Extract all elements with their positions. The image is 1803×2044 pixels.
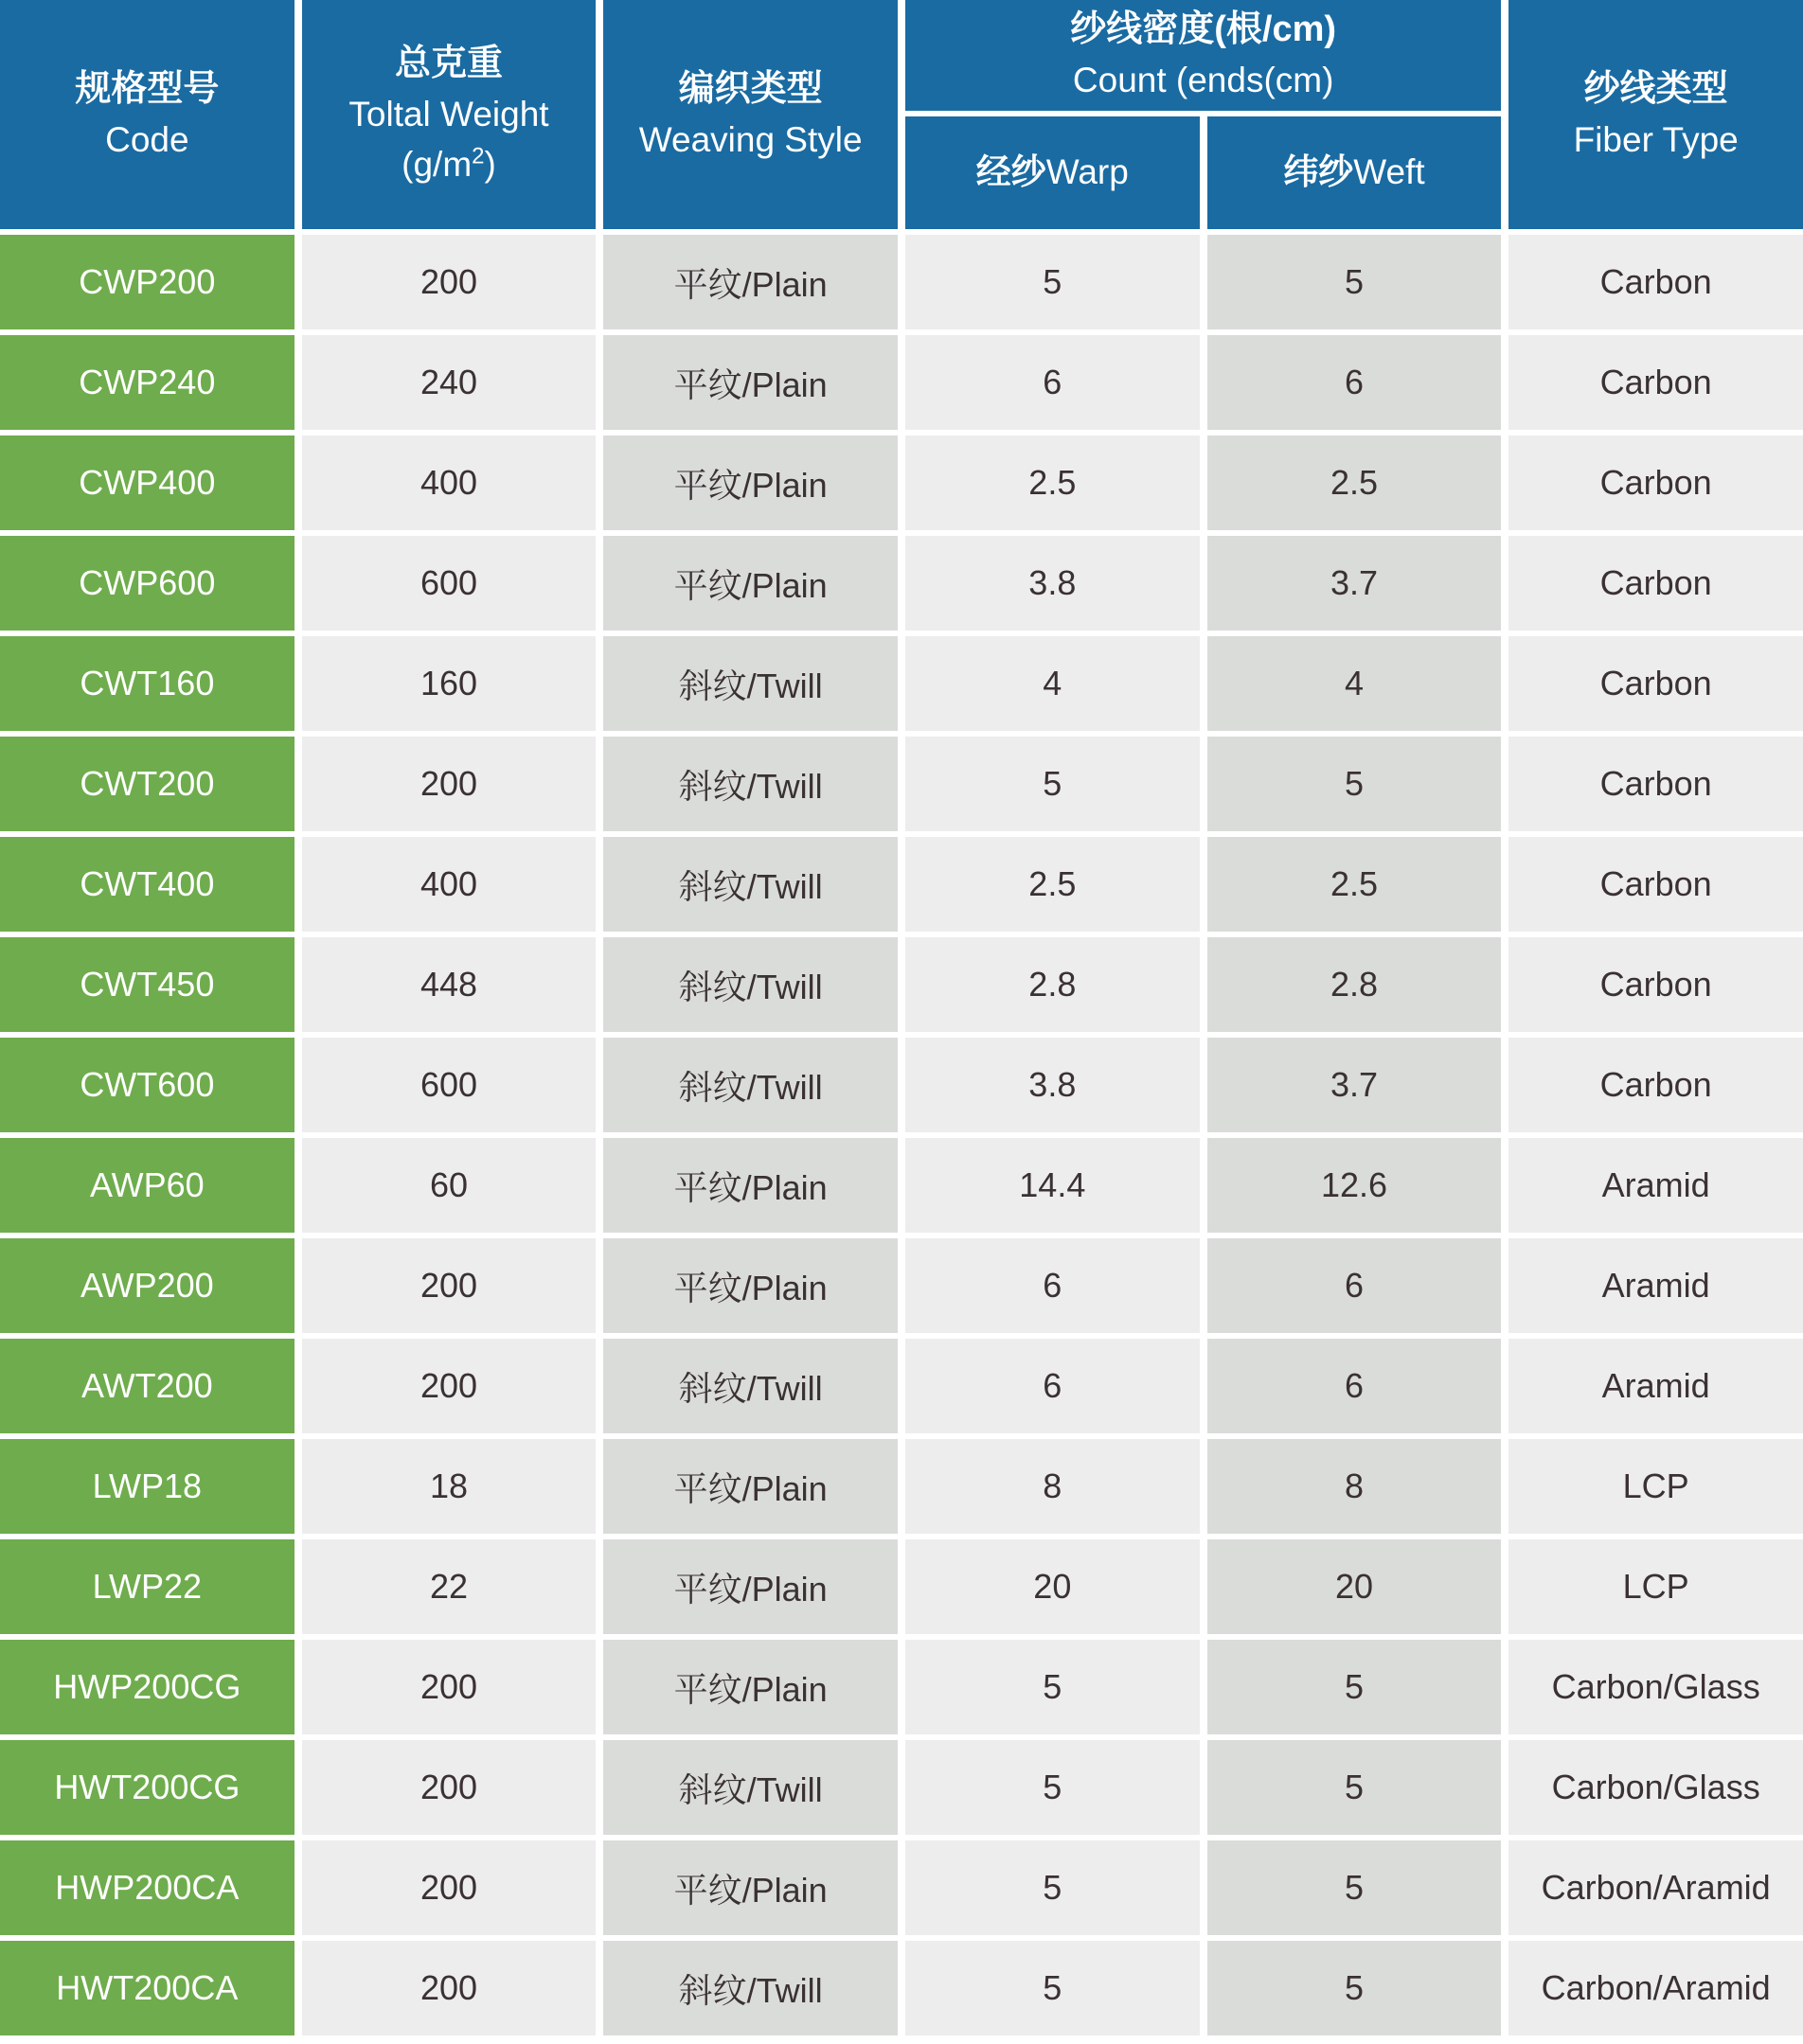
cell-code: LWP18 bbox=[0, 1439, 295, 1534]
cell-weft-count: 2.5 bbox=[1207, 837, 1502, 932]
header-warp bbox=[905, 116, 1200, 229]
cell-code: CWP200 bbox=[0, 235, 295, 329]
cell-weaving-style: 平纹/Plain bbox=[603, 1640, 898, 1734]
cell-total-weight: 200 bbox=[302, 1740, 597, 1835]
cell-weaving-style: 斜纹/Twill bbox=[603, 1038, 898, 1132]
cell-warp-count: 5 bbox=[905, 1840, 1200, 1935]
cell-code: CWP600 bbox=[0, 536, 295, 631]
cell-warp-count: 14.4 bbox=[905, 1138, 1200, 1233]
cell-total-weight: 200 bbox=[302, 737, 597, 831]
header-total-weight-unit: $(g/m^2)$ bbox=[402, 143, 496, 184]
cell-weft-count: 6 bbox=[1207, 1339, 1502, 1433]
cell-fiber-type: Carbon/Aramid bbox=[1508, 1941, 1803, 2035]
header-weft-zh: 纬纱 bbox=[1283, 152, 1354, 192]
cell-total-weight: 200 bbox=[302, 1840, 597, 1935]
cell-warp-count: 20 bbox=[905, 1539, 1200, 1634]
cell-warp-count: 3.8 bbox=[905, 536, 1200, 631]
cell-fiber-type: Carbon/Glass bbox=[1508, 1740, 1803, 1835]
cell-fiber-type: Carbon bbox=[1508, 335, 1803, 430]
header-weaving-style-zh: 编织类型 bbox=[678, 68, 823, 109]
cell-total-weight: 400 bbox=[302, 435, 597, 530]
cell-total-weight: 200 bbox=[302, 1640, 597, 1734]
cell-fiber-type: LCP bbox=[1508, 1539, 1803, 1634]
header-total-weight-en: Toltal Weight bbox=[348, 95, 549, 134]
cell-fiber-type: Aramid bbox=[1508, 1238, 1803, 1333]
cell-fiber-type: Aramid bbox=[1508, 1339, 1803, 1433]
cell-weaving-style: 斜纹/Twill bbox=[603, 636, 898, 731]
cell-total-weight: 600 bbox=[302, 1038, 597, 1132]
header-weaving-style bbox=[603, 0, 898, 229]
cell-warp-count: 3.8 bbox=[905, 1038, 1200, 1132]
cell-weaving-style: 斜纹/Twill bbox=[603, 937, 898, 1032]
header-count-group bbox=[905, 0, 1501, 111]
cell-fiber-type: Carbon/Glass bbox=[1508, 1640, 1803, 1734]
cell-fiber-type: Carbon bbox=[1508, 536, 1803, 631]
cell-fiber-type: Carbon bbox=[1508, 235, 1803, 329]
cell-weaving-style: 平纹/Plain bbox=[603, 1840, 898, 1935]
cell-code: HWT200CG bbox=[0, 1740, 295, 1835]
cell-weaving-style: 斜纹/Twill bbox=[603, 1339, 898, 1433]
header-total-weight bbox=[302, 0, 597, 229]
cell-fiber-type: Carbon/Aramid bbox=[1508, 1840, 1803, 1935]
cell-warp-count: 6 bbox=[905, 335, 1200, 430]
cell-warp-count: 2.8 bbox=[905, 937, 1200, 1032]
cell-weaving-style: 斜纹/Twill bbox=[603, 1941, 898, 2035]
cell-warp-count: 2.5 bbox=[905, 837, 1200, 932]
cell-code: HWP200CA bbox=[0, 1840, 295, 1935]
cell-weaving-style: 斜纹/Twill bbox=[603, 1740, 898, 1835]
cell-weaving-style: 斜纹/Twill bbox=[603, 837, 898, 932]
cell-weft-count: 6 bbox=[1207, 335, 1502, 430]
cell-total-weight: 22 bbox=[302, 1539, 597, 1634]
cell-total-weight: 448 bbox=[302, 937, 597, 1032]
cell-fiber-type: Carbon bbox=[1508, 636, 1803, 731]
header-warp-zh: 经纱 bbox=[975, 152, 1046, 192]
cell-weft-count: 5 bbox=[1207, 1640, 1502, 1734]
cell-total-weight: 200 bbox=[302, 235, 597, 329]
cell-weaving-style: 平纹/Plain bbox=[603, 435, 898, 530]
cell-weft-count: 5 bbox=[1207, 737, 1502, 831]
header-total-weight-zh: 总克重 bbox=[394, 44, 503, 84]
cell-total-weight: 200 bbox=[302, 1238, 597, 1333]
cell-total-weight: 200 bbox=[302, 1941, 597, 2035]
header-code-zh: 规格型号 bbox=[75, 68, 220, 109]
cell-weft-count: 5 bbox=[1207, 235, 1502, 329]
cell-code: CWT160 bbox=[0, 636, 295, 731]
header-weft-en: Weft bbox=[1353, 152, 1425, 192]
cell-fiber-type: Carbon bbox=[1508, 837, 1803, 932]
cell-code: AWP60 bbox=[0, 1138, 295, 1233]
cell-warp-count: 2.5 bbox=[905, 435, 1200, 530]
cell-warp-count: 6 bbox=[905, 1339, 1200, 1433]
cell-weaving-style: 平纹/Plain bbox=[603, 235, 898, 329]
cell-weft-count: 3.7 bbox=[1207, 1038, 1502, 1132]
cell-warp-count: 6 bbox=[905, 1238, 1200, 1333]
cell-code: LWP22 bbox=[0, 1539, 295, 1634]
cell-weft-count: 5 bbox=[1207, 1941, 1502, 2035]
cell-weft-count: 3.7 bbox=[1207, 536, 1502, 631]
cell-total-weight: 200 bbox=[302, 1339, 597, 1433]
cell-total-weight: 240 bbox=[302, 335, 597, 430]
cell-weft-count: 5 bbox=[1207, 1740, 1502, 1835]
cell-warp-count: 5 bbox=[905, 1640, 1200, 1734]
header-fiber-type-en: Fiber Type bbox=[1573, 119, 1739, 159]
header-weaving-style-en: Weaving Style bbox=[638, 119, 863, 159]
cell-warp-count: 5 bbox=[905, 1740, 1200, 1835]
cell-warp-count: 5 bbox=[905, 235, 1200, 329]
cell-weft-count: 6 bbox=[1207, 1238, 1502, 1333]
cell-warp-count: 5 bbox=[905, 1941, 1200, 2035]
cell-weaving-style: 平纹/Plain bbox=[603, 1539, 898, 1634]
cell-total-weight: 60 bbox=[302, 1138, 597, 1233]
cell-fiber-type: Carbon bbox=[1508, 937, 1803, 1032]
cell-code: CWT400 bbox=[0, 837, 295, 932]
cell-weft-count: 20 bbox=[1207, 1539, 1502, 1634]
cell-code: CWT600 bbox=[0, 1038, 295, 1132]
cell-warp-count: 5 bbox=[905, 737, 1200, 831]
cell-code: HWP200CG bbox=[0, 1640, 295, 1734]
cell-code: AWP200 bbox=[0, 1238, 295, 1333]
cell-code: CWP240 bbox=[0, 335, 295, 430]
header-count-group-zh: 纱线密度(根/cm) bbox=[1070, 9, 1337, 50]
cell-weft-count: 2.5 bbox=[1207, 435, 1502, 530]
cell-fiber-type: LCP bbox=[1508, 1439, 1803, 1534]
cell-code: CWT450 bbox=[0, 937, 295, 1032]
cell-weft-count: 2.8 bbox=[1207, 937, 1502, 1032]
header-weft bbox=[1207, 116, 1502, 229]
cell-code: CWP400 bbox=[0, 435, 295, 530]
cell-weft-count: 8 bbox=[1207, 1439, 1502, 1534]
cell-code: AWT200 bbox=[0, 1339, 295, 1433]
header-code-en: Code bbox=[105, 119, 189, 159]
cell-total-weight: 160 bbox=[302, 636, 597, 731]
cell-warp-count: 8 bbox=[905, 1439, 1200, 1534]
header-warp-en: Warp bbox=[1045, 152, 1129, 192]
cell-weft-count: 12.6 bbox=[1207, 1138, 1502, 1233]
cell-total-weight: 600 bbox=[302, 536, 597, 631]
cell-weaving-style: 斜纹/Twill bbox=[603, 737, 898, 831]
cell-fiber-type: Carbon bbox=[1508, 435, 1803, 530]
cell-fiber-type: Carbon bbox=[1508, 1038, 1803, 1132]
cell-weft-count: 5 bbox=[1207, 1840, 1502, 1935]
cell-total-weight: 400 bbox=[302, 837, 597, 932]
cell-fiber-type: Carbon bbox=[1508, 737, 1803, 831]
cell-weaving-style: 平纹/Plain bbox=[603, 1439, 898, 1534]
cell-warp-count: 4 bbox=[905, 636, 1200, 731]
cell-weft-count: 4 bbox=[1207, 636, 1502, 731]
cell-total-weight: 18 bbox=[302, 1439, 597, 1534]
header-count-group-en: Count (ends(cm) bbox=[1072, 61, 1334, 100]
cell-code: CWT200 bbox=[0, 737, 295, 831]
header-fiber-type bbox=[1508, 0, 1803, 229]
cell-weaving-style: 平纹/Plain bbox=[603, 1138, 898, 1233]
cell-code: HWT200CA bbox=[0, 1941, 295, 2035]
header-fiber-type-zh: 纱线类型 bbox=[1583, 68, 1728, 109]
cell-weaving-style: 平纹/Plain bbox=[603, 536, 898, 631]
cell-weaving-style: 平纹/Plain bbox=[603, 1238, 898, 1333]
cell-weaving-style: 平纹/Plain bbox=[603, 335, 898, 430]
header-code bbox=[0, 0, 295, 229]
cell-fiber-type: Aramid bbox=[1508, 1138, 1803, 1233]
